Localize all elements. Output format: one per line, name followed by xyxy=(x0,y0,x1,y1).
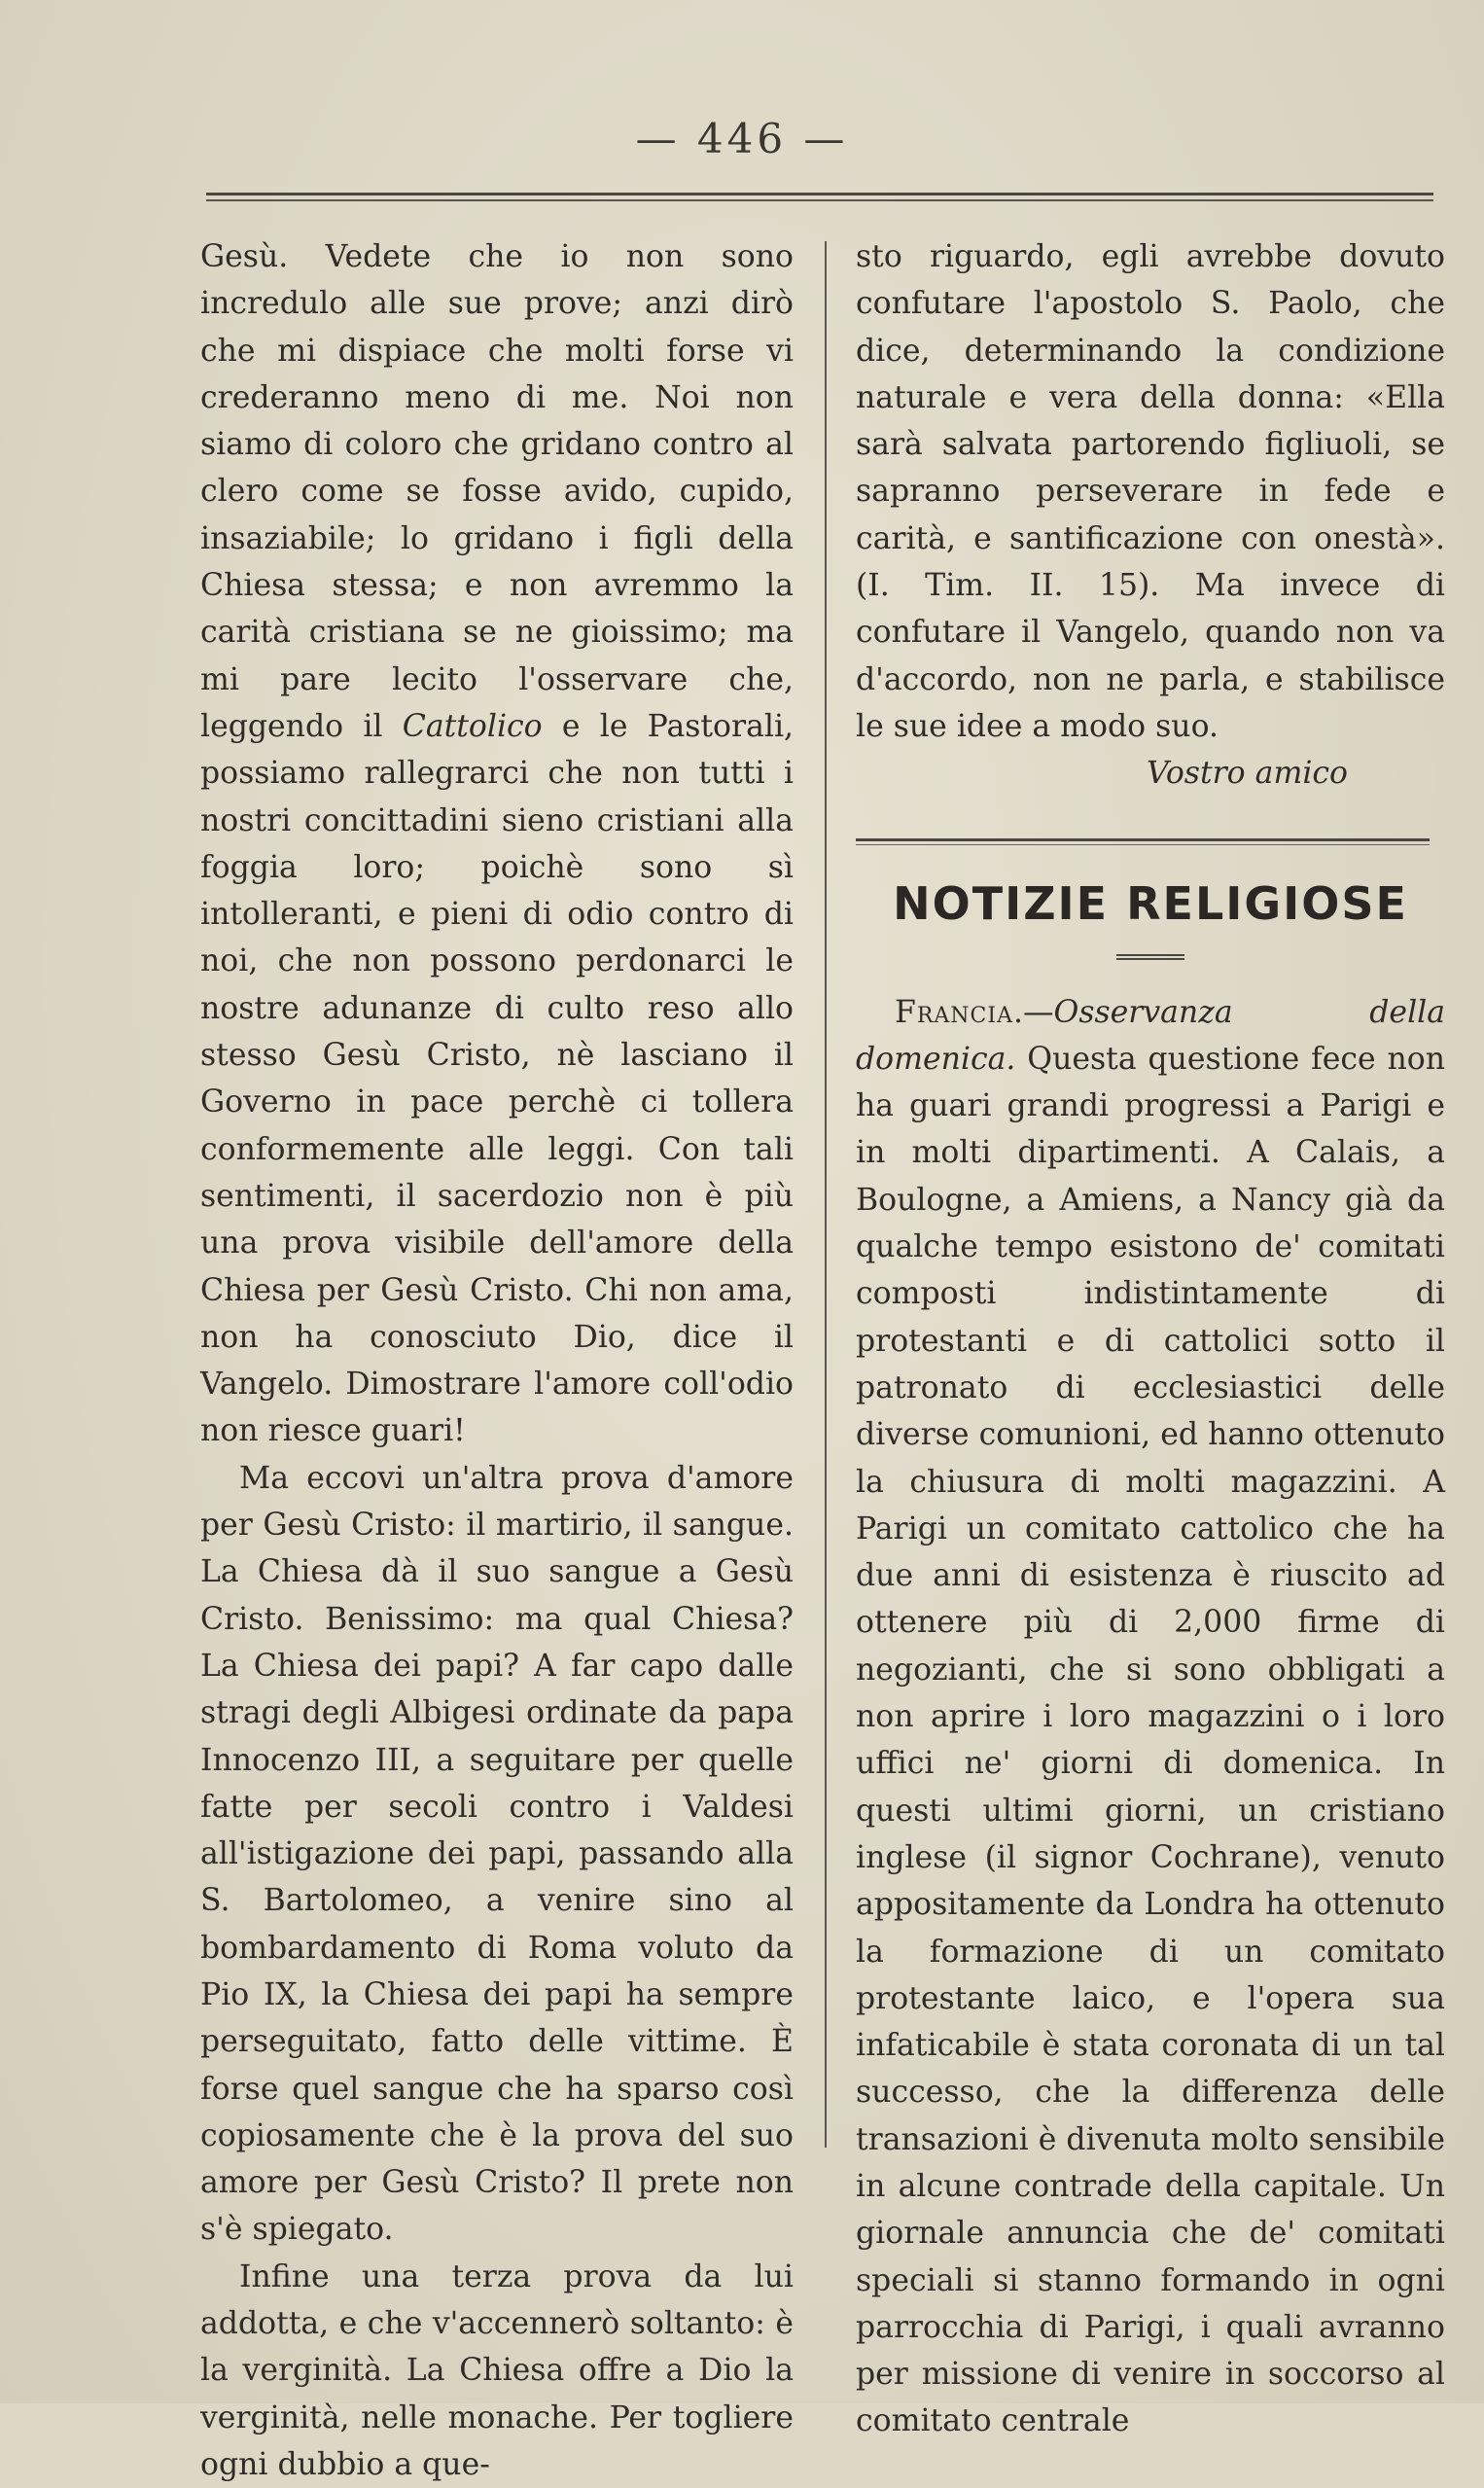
header-rule xyxy=(206,193,1433,201)
news-body: Questa questione fece non ha guari grandi progressi a Parigi e in molti dipartimenti. A Calais, a Boulogne, a Amiens, a Nancy già da qualche tempo esistono de' comitati composti indistintamente di protestanti e di cattolici sotto il patronato di ecclesiastici delle diverse comunioni, ed hanno ottenuto la chiusura di molti magazzini. A Parigi un comitato cattolico che ha due anni di esistenza è riuscito ad ottenere più di 2,000 firme di negozianti, che si sono obbligati a non aprire i loro magazzini o i loro uffici ne' giorni di domenica. In questi ultimi giorni, un cristiano inglese (il signor Cochrane), venuto appositamente da Londra ha ottenuto la formazione di un comitato protestante laico, e l'opera sua infaticabile è stata coronata di un tal successo, che la differenza delle transazioni è divenuta molto sensibile in alcune contrade della capitale. Un giornale annuncia che de' comitati speciali si stanno formando in ogni parrocchia di Parigi, i quali avranno per missione di venire in soccorso al comitato centrale xyxy=(856,1041,1446,2439)
left-paragraph-1 xyxy=(200,233,794,1455)
left-paragraph-2: Ma eccovi un'altra prova d'amore per Gesù Cristo: il martirio, il sangue. La Chiesa dà il suo sangue a Gesù Cristo. Benissimo: ma qual Chiesa? La Chiesa dei papi? A far capo dalle stragi degli Albigesi ordinate da papa Innocenzo III, a seguitare per quelle fatte per secoli contro i Valdesi all'istigazione dei papi, passando alla S. Bartolomeo, a venire sino al bombardamento di Roma voluto da Pio IX, la Chiesa dei papi ha sempre perseguitato, fatto delle vittime. È forse quel sangue che ha sparso così copiosamente che è la prova del suo amore per Gesù Cristo? Il prete non s'è spiegato. xyxy=(200,1460,794,2248)
left-column xyxy=(200,233,794,2488)
title-ornament xyxy=(1116,954,1184,960)
news-country: Francia xyxy=(895,994,1013,1030)
left-paragraph-3: Infine una terza prova da lui addotta, e che v'accennerò soltanto: è la verginità. La Chiesa offre a Dio la verginità, nelle monache. Per togliere ogni dubbio a que- xyxy=(200,2258,794,2482)
page-number: — 446 — xyxy=(635,115,849,162)
right-column xyxy=(856,233,1445,2445)
right-paragraph-1: sto riguardo, egli avrebbe dovuto confutare l'apostolo S. Paolo, che dice, determinando la condizione naturale e vera della donna: «Ella sarà salvata partorendo figliuoli, se sapranno perseverare in fede e carità, e santificazione con onestà». (I. Tim. II. 15). Ma invece di confutare il Vangelo, quando non va d'accordo, non ne parla, e stabilisce le sue idee a modo suo. xyxy=(856,239,1445,744)
left-p1-text: Gesù. Vedete che io non sono incredulo alle sue prove; anzi dirò che mi dispiace che molti forse vi crederanno meno di me. Noi non siamo di coloro che gridano contro al clero come se fosse avido, cupido, insaziabile; lo gridano i figli della Chiesa stessa; e non avremmo la carità cristiana se ne gioissimo; ma mi pare lecito l'osservare che, leggendo il xyxy=(200,239,794,744)
left-p1-rest: e le Pastorali, possiamo rallegrarci che non tutti i nostri concittadini sieno cristiani alla foggia loro; poichè sono sì intolleranti, e pieni di odio contro di noi, che non possono perdonarci le nostre adunanze di culto reso allo stesso Gesù Cristo, nè lasciano il Governo in pace perchè ci tollera conformemente alle leggi. Con tali sentimenti, il sacerdozio non è più una prova visibile dell'amore della Chiesa per Gesù Cristo. Chi non ama, non ha conosciuto Dio, dice il Vangelo. Dimostrare l'amore coll'odio non riesce guari! xyxy=(200,708,795,1449)
column-divider xyxy=(825,241,827,2148)
letter-signoff: Vostro amico xyxy=(1146,756,1348,792)
section-rule xyxy=(856,838,1430,845)
news-item: Francia.—Osservanza della domenica. Questa questione fece non ha guari grandi progressi a Parigi e in molti dipartimenti. A Calais, a Boulogne, a Amiens, a Nancy già da qualche tempo esistono de' comitati composti indistintamente di protestanti e di cattolici sotto il patronato di ecclesiastici delle diverse comunioni, ed hanno ottenuto la chiusura di molti magazzini. A Parigi un comitato cattolico che ha due anni di esistenza è riuscito ad ottenere più di 2,000 firme di negozianti, che si sono obbligati a non aprire i loro magazzini o i loro uffici ne' giorni di domenica. In questi ultimi giorni, un cristiano inglese (il signor Cochrane), venuto appositamente da Londra ha ottenuto la formazione di un comitato protestante laico, e l'opera sua infaticabile è stata coronata di un tal successo, che la differenza delle transazioni è divenuta molto sensibile in alcune contrade della capitale. Un giornale annuncia che de' comitati speciali si stanno formando in ogni parrocchia di Parigi, i quali avranno per missione di venire in soccorso al comitato centrale xyxy=(856,994,1446,2439)
section-title: NOTIZIE RELIGIOSE xyxy=(893,876,1408,930)
news-heading: Osservanza della domenica. xyxy=(856,994,1445,1077)
newspaper-title: Cattolico xyxy=(402,708,543,744)
